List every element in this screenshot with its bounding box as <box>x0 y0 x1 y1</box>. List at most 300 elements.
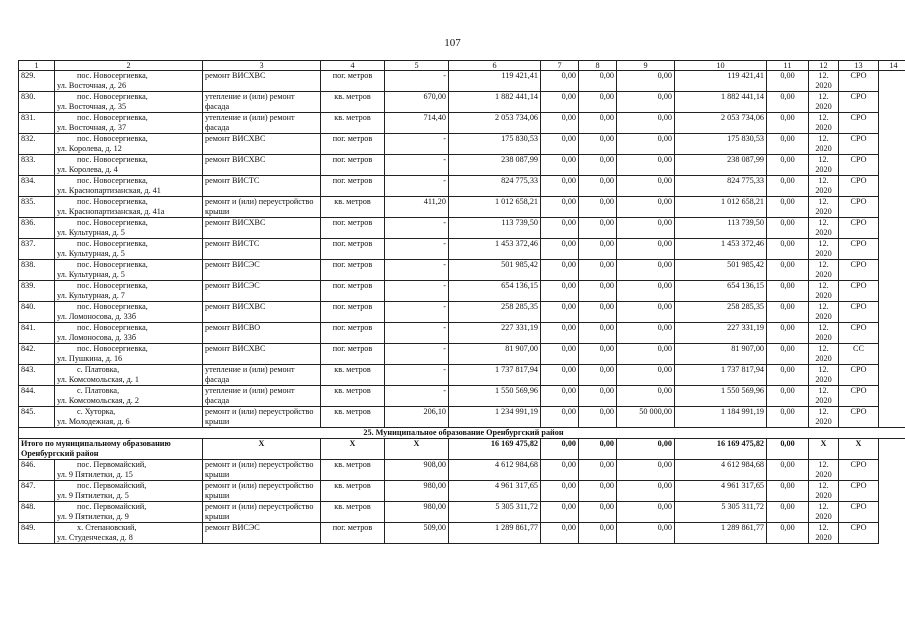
col-9-value: 0,00 <box>579 197 617 218</box>
table-row <box>19 176 905 197</box>
completion-date <box>809 281 839 302</box>
total-cost: 1 289 861,77 <box>449 523 541 544</box>
quantity: - <box>385 323 449 344</box>
completion-month: 12. <box>818 481 829 491</box>
column-number-1: 1 <box>19 61 55 71</box>
col-8-value: 0,00 <box>541 302 579 323</box>
col-10-value: 0,00 <box>617 302 675 323</box>
completion-month: 12. <box>818 155 829 165</box>
address-locality: пос. Новосергиевка, <box>77 281 148 291</box>
completion-date <box>809 407 839 428</box>
completion-date <box>809 92 839 113</box>
col-9-value: 0,00 <box>579 323 617 344</box>
work-type: ремонт ВИСЭС <box>203 260 321 281</box>
completion-month: 12. <box>818 365 829 375</box>
row-number: 838. <box>19 260 55 281</box>
address-street: ул. Ломоносова, д. 33б <box>57 311 136 321</box>
total-cost: 1 550 569,96 <box>449 386 541 407</box>
total-cost: 501 985,42 <box>449 260 541 281</box>
table-row <box>19 481 905 502</box>
completion-year: 2020 <box>815 164 832 174</box>
col-11-value: 1 184 991,19 <box>675 407 767 428</box>
unit: пог. метров <box>321 71 385 92</box>
total-cost: 1 234 991,19 <box>449 407 541 428</box>
funding-type: СРО <box>839 176 879 197</box>
column-number-10: 10 <box>675 61 767 71</box>
col-10-value: 0,00 <box>617 92 675 113</box>
completion-month: 12. <box>818 523 829 533</box>
completion-year: 2020 <box>815 311 832 321</box>
unit: кв. метров <box>321 460 385 481</box>
table-row <box>19 460 905 481</box>
completion-date <box>809 155 839 176</box>
total-cost: 113 739,50 <box>449 218 541 239</box>
completion-date <box>809 260 839 281</box>
col-11-value: 175 830,53 <box>675 134 767 155</box>
col-10-value: 0,00 <box>617 71 675 92</box>
funding-type: СРО <box>839 302 879 323</box>
col-12-value: 0,00 <box>767 523 809 544</box>
table-body-b <box>19 460 905 544</box>
col-9-value: 0,00 <box>579 281 617 302</box>
column-number-5: 5 <box>385 61 449 71</box>
col-10-value: 0,00 <box>617 281 675 302</box>
address-locality: пос. Первомайский, <box>77 502 147 512</box>
funding-type: СРО <box>839 134 879 155</box>
col-11-value: 4 961 317,65 <box>675 481 767 502</box>
completion-month: 12. <box>818 197 829 207</box>
col-10-value: 0,00 <box>617 386 675 407</box>
funding-type: СРО <box>839 260 879 281</box>
completion-year: 2020 <box>815 80 832 90</box>
table-row <box>19 134 905 155</box>
completion-month: 12. <box>818 218 829 228</box>
table-row <box>19 218 905 239</box>
address-locality: пос. Первомайский, <box>77 460 147 470</box>
quantity: - <box>385 365 449 386</box>
col-12-value: 0,00 <box>767 460 809 481</box>
completion-date <box>809 344 839 365</box>
col-9-value: 0,00 <box>579 176 617 197</box>
col-12-value: 0,00 <box>767 260 809 281</box>
address-cell <box>55 407 203 428</box>
address-locality: с. Платовка, <box>77 386 120 396</box>
completion-date <box>809 218 839 239</box>
total-cost: 227 331,19 <box>449 323 541 344</box>
address-cell <box>55 523 203 544</box>
col-9-value: 0,00 <box>579 218 617 239</box>
work-type: ремонт и (или) переустройство крыши <box>203 481 321 502</box>
col-11-value: 1 550 569,96 <box>675 386 767 407</box>
funding-type: СРО <box>839 323 879 344</box>
funding-type: СРО <box>839 155 879 176</box>
subtotal-c3: X <box>203 439 321 460</box>
funding-type: СРО <box>839 71 879 92</box>
completion-date <box>809 502 839 523</box>
col-11-value: 258 285,35 <box>675 302 767 323</box>
table-row <box>19 71 905 92</box>
address-cell <box>55 344 203 365</box>
address-locality: пос. Первомайский, <box>77 481 147 491</box>
funding-type: СРО <box>839 281 879 302</box>
completion-year: 2020 <box>815 143 832 153</box>
col-11-value: 1 882 441,14 <box>675 92 767 113</box>
quantity: 980,00 <box>385 502 449 523</box>
unit: пог. метров <box>321 323 385 344</box>
col-12-value: 0,00 <box>767 134 809 155</box>
address-cell <box>55 481 203 502</box>
row-number: 836. <box>19 218 55 239</box>
col-8-value: 0,00 <box>541 92 579 113</box>
completion-month: 12. <box>818 502 829 512</box>
work-type: ремонт и (или) переустройство крыши <box>203 460 321 481</box>
unit: кв. метров <box>321 197 385 218</box>
work-type: ремонт ВИСТС <box>203 176 321 197</box>
unit: пог. метров <box>321 344 385 365</box>
col-9-value: 0,00 <box>579 386 617 407</box>
column-number-3: 3 <box>203 61 321 71</box>
col-10-value: 0,00 <box>617 523 675 544</box>
repair-register-table <box>18 60 905 544</box>
subtotal-total: 16 169 475,82 <box>449 439 541 460</box>
section-header-row <box>19 428 905 439</box>
address-cell <box>55 218 203 239</box>
unit: кв. метров <box>321 407 385 428</box>
col-12-value: 0,00 <box>767 302 809 323</box>
col-12-value: 0,00 <box>767 218 809 239</box>
address-locality: пос. Новосергиевка, <box>77 260 148 270</box>
completion-date <box>809 481 839 502</box>
address-locality: пос. Новосергиевка, <box>77 113 148 123</box>
work-type: ремонт ВИСВО <box>203 323 321 344</box>
col-11-value: 2 053 734,06 <box>675 113 767 134</box>
work-type: ремонт ВИСЭС <box>203 523 321 544</box>
completion-year: 2020 <box>815 416 832 426</box>
funding-type: СРО <box>839 460 879 481</box>
table-row <box>19 365 905 386</box>
address-cell <box>55 365 203 386</box>
quantity: - <box>385 71 449 92</box>
completion-date <box>809 197 839 218</box>
col-12-value: 0,00 <box>767 407 809 428</box>
completion-month: 12. <box>818 134 829 144</box>
completion-month: 12. <box>818 460 829 470</box>
unit: кв. метров <box>321 502 385 523</box>
quantity: - <box>385 281 449 302</box>
row-number: 843. <box>19 365 55 386</box>
total-cost: 258 285,35 <box>449 302 541 323</box>
work-type: ремонт ВИСХВС <box>203 344 321 365</box>
address-street: ул. Ломоносова, д. 33б <box>57 332 136 342</box>
column-number-4: 4 <box>321 61 385 71</box>
quantity: 908,00 <box>385 460 449 481</box>
subtotal-c11: 16 169 475,82 <box>675 439 767 460</box>
completion-year: 2020 <box>815 490 832 500</box>
col-12-value: 0,00 <box>767 176 809 197</box>
row-number: 844. <box>19 386 55 407</box>
col-9-value: 0,00 <box>579 260 617 281</box>
col-8-value: 0,00 <box>541 113 579 134</box>
table-row <box>19 407 905 428</box>
quantity: - <box>385 260 449 281</box>
completion-date <box>809 176 839 197</box>
column-number-11: 11 <box>767 61 809 71</box>
col-11-value: 238 087,99 <box>675 155 767 176</box>
completion-month: 12. <box>818 281 829 291</box>
work-type: ремонт ВИСХВС <box>203 302 321 323</box>
col-12-value: 0,00 <box>767 323 809 344</box>
unit: пог. метров <box>321 155 385 176</box>
address-street: ул. 9 Пятилетки, д. 5 <box>57 490 129 500</box>
col-9-value: 0,00 <box>579 92 617 113</box>
address-street: ул. Культурная, д. 5 <box>57 248 125 258</box>
table-row <box>19 197 905 218</box>
completion-year: 2020 <box>815 469 832 479</box>
total-cost: 654 136,15 <box>449 281 541 302</box>
quantity: 509,00 <box>385 523 449 544</box>
col-10-value: 0,00 <box>617 323 675 344</box>
quantity: - <box>385 344 449 365</box>
row-number: 846. <box>19 460 55 481</box>
quantity: - <box>385 134 449 155</box>
address-locality: пос. Новосергиевка, <box>77 218 148 228</box>
funding-type: СРО <box>839 481 879 502</box>
completion-date <box>809 134 839 155</box>
completion-date <box>809 113 839 134</box>
completion-year: 2020 <box>815 332 832 342</box>
work-type: ремонт ВИСХВС <box>203 71 321 92</box>
subtotal-c14: X <box>839 439 879 460</box>
col-11-value: 1 453 372,46 <box>675 239 767 260</box>
col-10-value: 0,00 <box>617 113 675 134</box>
completion-date <box>809 460 839 481</box>
row-number: 837. <box>19 239 55 260</box>
subtotal-c13: X <box>809 439 839 460</box>
address-cell <box>55 260 203 281</box>
table-row <box>19 386 905 407</box>
col-12-value: 0,00 <box>767 281 809 302</box>
completion-date <box>809 365 839 386</box>
address-cell <box>55 239 203 260</box>
address-cell <box>55 134 203 155</box>
subtotal-label: Итого по муниципальному образованию Оренбургский район <box>19 439 203 460</box>
completion-month: 12. <box>818 239 829 249</box>
col-11-value: 81 907,00 <box>675 344 767 365</box>
address-locality: х. Степановский, <box>77 523 137 533</box>
completion-date <box>809 239 839 260</box>
completion-month: 12. <box>818 407 829 417</box>
col-8-value: 0,00 <box>541 197 579 218</box>
work-type: ремонт ВИСЭС <box>203 281 321 302</box>
col-12-value: 0,00 <box>767 197 809 218</box>
quantity: - <box>385 176 449 197</box>
work-type: ремонт ВИСТС <box>203 239 321 260</box>
address-street: ул. Краснопартизанская, д. 41а <box>57 206 165 216</box>
page-number: 107 <box>444 37 461 49</box>
col-10-value: 0,00 <box>617 460 675 481</box>
col-8-value: 0,00 <box>541 481 579 502</box>
funding-type: СРО <box>839 502 879 523</box>
unit: кв. метров <box>321 113 385 134</box>
col-8-value: 0,00 <box>541 344 579 365</box>
col-8-value: 0,00 <box>541 176 579 197</box>
work-type: ремонт ВИСХВС <box>203 155 321 176</box>
col-12-value: 0,00 <box>767 481 809 502</box>
address-cell <box>55 155 203 176</box>
row-number: 831. <box>19 113 55 134</box>
quantity: - <box>385 239 449 260</box>
col-8-value: 0,00 <box>541 71 579 92</box>
address-street: ул. Культурная, д. 5 <box>57 269 125 279</box>
address-locality: пос. Новосергиевка, <box>77 92 148 102</box>
row-number: 840. <box>19 302 55 323</box>
row-number: 847. <box>19 481 55 502</box>
completion-date <box>809 523 839 544</box>
address-cell <box>55 197 203 218</box>
row-number: 841. <box>19 323 55 344</box>
funding-type: СРО <box>839 365 879 386</box>
column-number-13: 13 <box>839 61 879 71</box>
quantity: 670,00 <box>385 92 449 113</box>
col-12-value: 0,00 <box>767 502 809 523</box>
column-number-12: 12 <box>809 61 839 71</box>
completion-year: 2020 <box>815 248 832 258</box>
col-10-value: 0,00 <box>617 155 675 176</box>
unit: кв. метров <box>321 365 385 386</box>
total-cost: 238 087,99 <box>449 155 541 176</box>
address-street: ул. Краснопартизанская, д. 41 <box>57 185 161 195</box>
col-12-value: 0,00 <box>767 155 809 176</box>
total-cost: 81 907,00 <box>449 344 541 365</box>
unit: кв. метров <box>321 386 385 407</box>
col-10-value: 0,00 <box>617 176 675 197</box>
col-11-value: 1 289 861,77 <box>675 523 767 544</box>
row-number: 848. <box>19 502 55 523</box>
unit: пог. метров <box>321 176 385 197</box>
col-11-value: 1 737 817,94 <box>675 365 767 386</box>
address-locality: пос. Новосергиевка, <box>77 323 148 333</box>
quantity: 714,40 <box>385 113 449 134</box>
unit: кв. метров <box>321 481 385 502</box>
col-9-value: 0,00 <box>579 302 617 323</box>
subtotal-c5: X <box>385 439 449 460</box>
completion-year: 2020 <box>815 395 832 405</box>
address-street: ул. Студенческая, д. 8 <box>57 532 133 542</box>
funding-type: СРО <box>839 407 879 428</box>
col-9-value: 0,00 <box>579 481 617 502</box>
table-row <box>19 302 905 323</box>
col-10-value: 0,00 <box>617 260 675 281</box>
col-8-value: 0,00 <box>541 365 579 386</box>
subtotal-row <box>19 439 905 460</box>
completion-year: 2020 <box>815 122 832 132</box>
funding-type: СРО <box>839 386 879 407</box>
quantity: - <box>385 386 449 407</box>
col-9-value: 0,00 <box>579 134 617 155</box>
completion-year: 2020 <box>815 532 832 542</box>
funding-type: СРО <box>839 113 879 134</box>
completion-year: 2020 <box>815 290 832 300</box>
table-row <box>19 281 905 302</box>
completion-year: 2020 <box>815 269 832 279</box>
col-12-value: 0,00 <box>767 365 809 386</box>
col-11-value: 4 612 984,68 <box>675 460 767 481</box>
address-cell <box>55 502 203 523</box>
table-row <box>19 323 905 344</box>
address-locality: пос. Новосергиевка, <box>77 71 148 81</box>
quantity: 206,10 <box>385 407 449 428</box>
column-number-header <box>19 61 905 71</box>
address-street: ул. Восточная, д. 37 <box>57 122 127 132</box>
col-12-value: 0,00 <box>767 71 809 92</box>
col-8-value: 0,00 <box>541 260 579 281</box>
completion-date <box>809 71 839 92</box>
completion-month: 12. <box>818 302 829 312</box>
col-8-value: 0,00 <box>541 502 579 523</box>
address-locality: пос. Новосергиевка, <box>77 344 148 354</box>
address-cell <box>55 386 203 407</box>
column-number-7: 7 <box>541 61 579 71</box>
row-number: 830. <box>19 92 55 113</box>
quantity: 980,00 <box>385 481 449 502</box>
col-8-value: 0,00 <box>541 134 579 155</box>
col-10-value: 0,00 <box>617 502 675 523</box>
table-row <box>19 523 905 544</box>
col-10-value: 0,00 <box>617 344 675 365</box>
address-street: ул. Восточная, д. 26 <box>57 80 127 90</box>
completion-month: 12. <box>818 113 829 123</box>
completion-year: 2020 <box>815 353 832 363</box>
address-street: ул. Культурная, д. 5 <box>57 227 125 237</box>
completion-year: 2020 <box>815 185 832 195</box>
column-number-2: 2 <box>55 61 203 71</box>
work-type: утепление и (или) ремонт фасада <box>203 365 321 386</box>
unit: пог. метров <box>321 281 385 302</box>
total-cost: 1 012 658,21 <box>449 197 541 218</box>
subtotal-c8: 0,00 <box>541 439 579 460</box>
col-10-value: 50 000,00 <box>617 407 675 428</box>
subtotal-c12: 0,00 <box>767 439 809 460</box>
row-number: 845. <box>19 407 55 428</box>
address-cell <box>55 323 203 344</box>
col-10-value: 0,00 <box>617 134 675 155</box>
funding-type: СС <box>839 344 879 365</box>
quantity: - <box>385 218 449 239</box>
unit: пог. метров <box>321 302 385 323</box>
address-street: ул. Пушкина, д. 16 <box>57 353 123 363</box>
table-row <box>19 260 905 281</box>
col-9-value: 0,00 <box>579 344 617 365</box>
col-12-value: 0,00 <box>767 113 809 134</box>
address-street: ул. Королева, д. 4 <box>57 164 118 174</box>
col-8-value: 0,00 <box>541 386 579 407</box>
unit: кв. метров <box>321 92 385 113</box>
address-locality: пос. Новосергиевка, <box>77 239 148 249</box>
col-8-value: 0,00 <box>541 281 579 302</box>
completion-month: 12. <box>818 323 829 333</box>
row-number: 833. <box>19 155 55 176</box>
total-cost: 824 775,33 <box>449 176 541 197</box>
completion-year: 2020 <box>815 227 832 237</box>
table-body-a <box>19 71 905 428</box>
work-type: ремонт ВИСХВС <box>203 134 321 155</box>
col-11-value: 1 012 658,21 <box>675 197 767 218</box>
completion-month: 12. <box>818 176 829 186</box>
completion-month: 12. <box>818 386 829 396</box>
address-locality: пос. Новосергиевка, <box>77 134 148 144</box>
address-locality: пос. Новосергиевка, <box>77 155 148 165</box>
address-street: ул. Культурная, д. 7 <box>57 290 125 300</box>
